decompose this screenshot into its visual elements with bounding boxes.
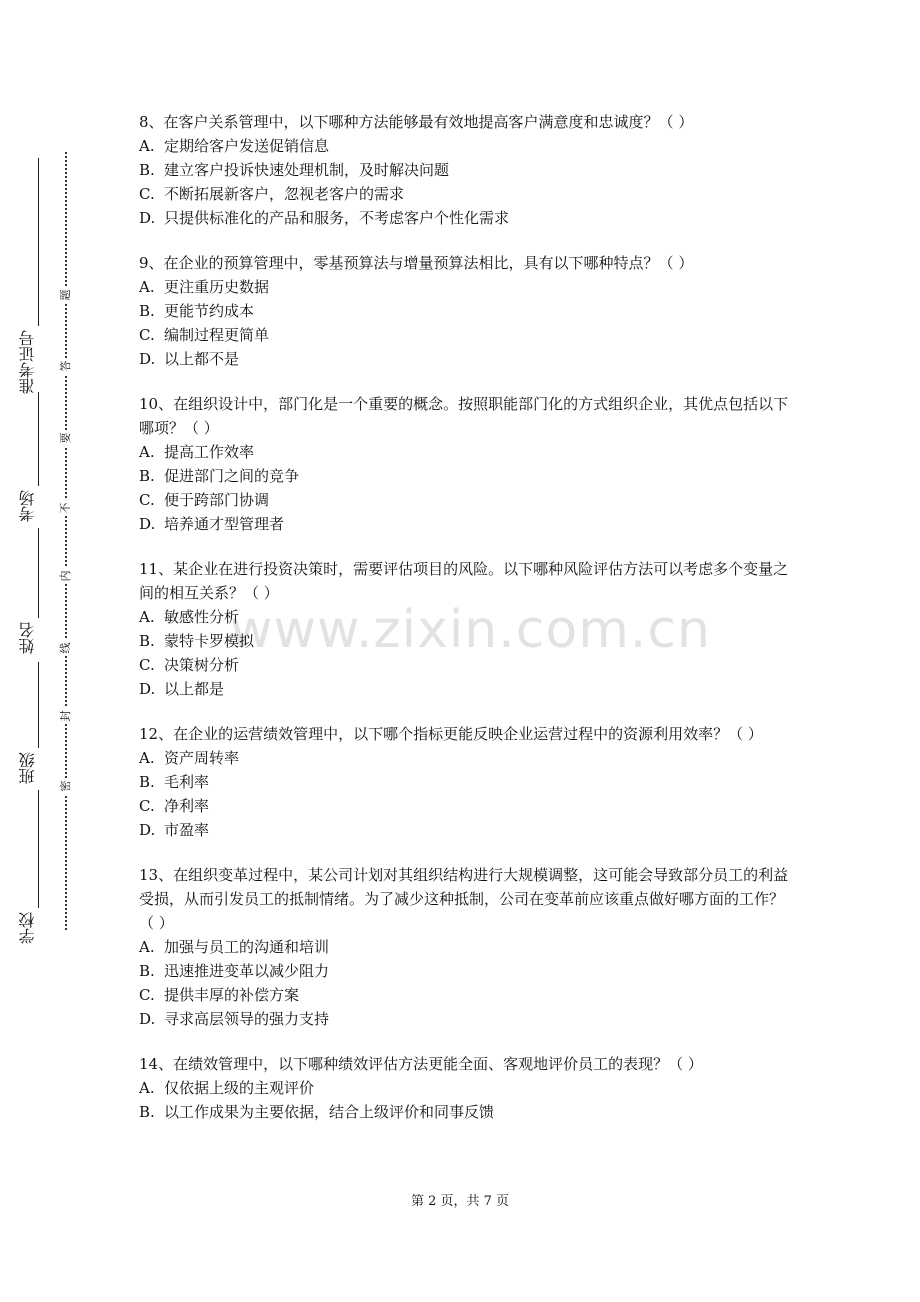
option-text: 净利率 [164, 797, 210, 815]
question-stem: 12、在企业的运营绩效管理中，以下哪个指标更能反映企业运营过程中的资源利用效率？（ ） [139, 725, 763, 743]
seal-char: 答 [58, 358, 74, 374]
watermark: www.zixin.com.cn [230, 600, 711, 660]
question-14 [139, 1052, 789, 1124]
option-text: 以上都是 [164, 680, 225, 698]
option-a [139, 275, 789, 299]
option-letter: C. [139, 797, 155, 815]
seal-char: 不 [58, 500, 74, 516]
option-letter: A. [139, 938, 155, 956]
question-8 [139, 110, 789, 230]
option-text: 不断拓展新客户，忽视老客户的需求 [164, 185, 405, 203]
option-c [139, 983, 789, 1007]
option-b [139, 158, 789, 182]
seal-char: 密 [58, 778, 74, 794]
option-d [139, 1007, 789, 1031]
option-c [139, 794, 789, 818]
question-stem: 10、在组织设计中，部门化是一个重要的概念。按照职能部门化的方式组织企业，其优点包括以下哪项？（ ） [139, 395, 789, 437]
option-a [139, 440, 789, 464]
option-text: 以工作成果为主要依据，结合上级评价和同事反馈 [164, 1103, 495, 1121]
option-c [139, 323, 789, 347]
option-a [139, 746, 789, 770]
option-a [139, 134, 789, 158]
question-12 [139, 722, 789, 842]
question-10 [139, 392, 789, 536]
option-text: 决策树分析 [164, 656, 240, 674]
option-letter: D. [139, 515, 156, 533]
option-letter: D. [139, 680, 156, 698]
option-text: 定期给客户发送促销信息 [164, 137, 330, 155]
option-b [139, 464, 789, 488]
option-text: 提高工作效率 [164, 443, 255, 461]
option-text: 资产周转率 [164, 749, 240, 767]
option-letter: B. [139, 632, 155, 650]
exam-room-line [38, 392, 39, 486]
option-text: 市盈率 [164, 821, 210, 839]
question-stem: 8、在客户关系管理中，以下哪种方法能够最有效地提高客户满意度和忠诚度？（ ） [139, 113, 694, 131]
option-text: 以上都不是 [164, 350, 240, 368]
option-a [139, 935, 789, 959]
option-text: 更能节约成本 [164, 302, 255, 320]
option-text: 便于跨部门协调 [164, 491, 270, 509]
name-line [38, 528, 39, 618]
seal-char: 线 [58, 640, 74, 656]
option-d [139, 347, 789, 371]
option-letter: D. [139, 821, 156, 839]
option-text: 蒙特卡罗模拟 [164, 632, 255, 650]
option-letter: A. [139, 1079, 155, 1097]
exam-number-line [38, 158, 39, 326]
option-text: 提供丰厚的补偿方案 [164, 986, 300, 1004]
option-b [139, 629, 789, 653]
question-stem: 13、在组织变革过程中，某公司计划对其组织结构进行大规模调整，这可能会导致部分员工的利益受损，从而引发员工的抵制情绪。为了减少这种抵制，公司在变革前应该重点做好哪方面的工作？（ ） [139, 866, 789, 932]
seal-char: 内 [58, 568, 74, 584]
option-a [139, 605, 789, 629]
option-b [139, 959, 789, 983]
option-text: 寻求高层领导的强力支持 [164, 1010, 330, 1028]
seal-dotted-line [65, 152, 67, 930]
option-d [139, 206, 789, 230]
question-13 [139, 863, 789, 1031]
option-letter: C. [139, 491, 155, 509]
class-label: 班级 [18, 752, 37, 784]
class-line [38, 662, 39, 748]
option-letter: A. [139, 278, 155, 296]
option-text: 建立客户投诉快速处理机制，及时解决问题 [164, 161, 450, 179]
option-d [139, 818, 789, 842]
option-letter: B. [139, 302, 155, 320]
option-letter: A. [139, 749, 155, 767]
option-letter: C. [139, 326, 155, 344]
option-text: 只提供标准化的产品和服务，不考虑客户个性化需求 [164, 209, 510, 227]
option-letter: B. [139, 161, 155, 179]
option-letter: D. [139, 209, 156, 227]
option-letter: B. [139, 467, 155, 485]
question-stem: 11、某企业在进行投资决策时，需要评估项目的风险。以下哪种风险评估方法可以考虑多个变量之间的相互关系？（ ） [139, 560, 789, 602]
option-text: 加强与员工的沟通和培训 [164, 938, 330, 956]
option-letter: C. [139, 986, 155, 1004]
option-text: 更注重历史数据 [164, 278, 270, 296]
option-letter: D. [139, 1010, 156, 1028]
question-11 [139, 557, 789, 701]
option-letter: C. [139, 656, 155, 674]
option-text: 促进部门之间的竞争 [164, 467, 300, 485]
option-letter: D. [139, 350, 156, 368]
option-text: 毛利率 [164, 773, 210, 791]
seal-char: 封 [58, 708, 74, 724]
option-letter: A. [139, 137, 155, 155]
school-line [38, 790, 39, 908]
seal-char: 要 [58, 430, 74, 446]
question-stem: 9、在企业的预算管理中，零基预算法与增量预算法相比，具有以下哪种特点？（ ） [139, 254, 694, 272]
exam-room-label: 考场 [18, 490, 37, 522]
option-d [139, 512, 789, 536]
option-letter: C. [139, 185, 155, 203]
option-text: 培养通才型管理者 [164, 515, 285, 533]
option-text: 迅速推进变革以减少阻力 [164, 962, 330, 980]
option-letter: A. [139, 608, 155, 626]
option-text: 仅依据上级的主观评价 [164, 1079, 315, 1097]
option-text: 编制过程更简单 [164, 326, 270, 344]
page-number: 第 2 页，共 7 页 [410, 1194, 510, 1209]
option-c [139, 182, 789, 206]
option-letter: B. [139, 962, 155, 980]
school-label: 学校 [18, 912, 37, 944]
option-a [139, 1076, 789, 1100]
option-letter: A. [139, 443, 155, 461]
option-text: 敏感性分析 [164, 608, 240, 626]
option-c [139, 488, 789, 512]
option-letter: B. [139, 1103, 155, 1121]
question-9 [139, 251, 789, 371]
question-stem: 14、在绩效管理中，以下哪种绩效评估方法更能全面、客观地评价员工的表现？（ ） [139, 1055, 703, 1073]
option-b [139, 770, 789, 794]
option-b [139, 299, 789, 323]
name-label: 姓名 [18, 622, 37, 654]
option-d [139, 677, 789, 701]
question-list [139, 110, 789, 1145]
option-letter: B. [139, 773, 155, 791]
seal-char: 题 [58, 287, 74, 303]
exam-number-label: 准考证号 [18, 330, 37, 394]
binding-margin [0, 0, 110, 1302]
option-c [139, 653, 789, 677]
option-b [139, 1100, 789, 1124]
